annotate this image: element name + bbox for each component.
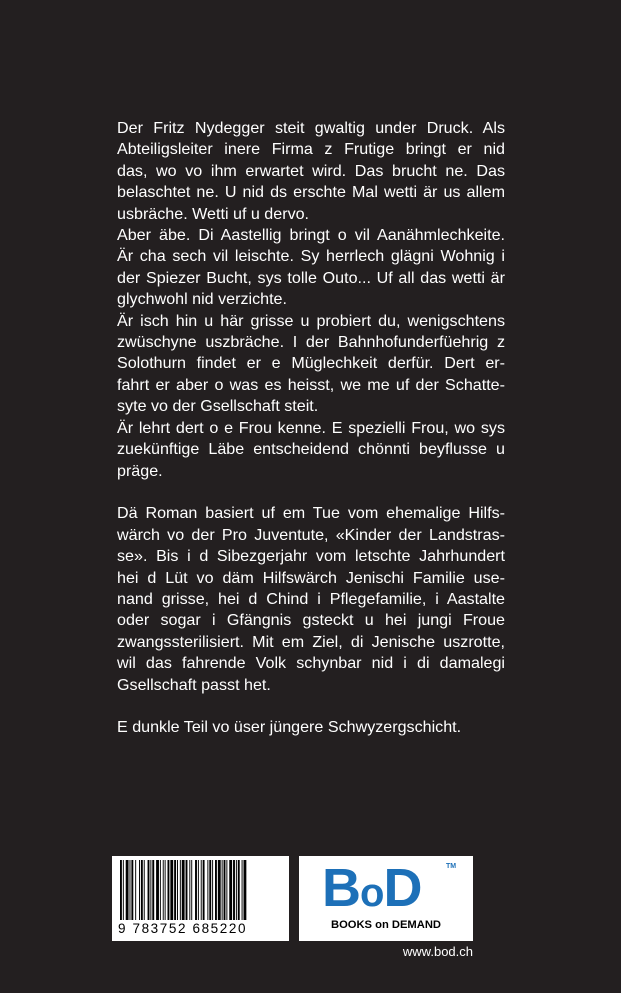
blurb-line: das, wo vo ihm erwartet wird. Das brucht ne. Das <box>117 161 505 180</box>
barcode-bar <box>156 860 159 920</box>
blurb-line: Der Fritz Nydegger steit gwaltig under Druck. Als <box>117 119 505 137</box>
blurb-line: oder sogar i Gfängnis gsteckt u hei jungi Froue <box>117 611 505 630</box>
blurb-line: usbräche. Wetti uf u dervo. <box>117 204 310 223</box>
publisher-url: www.bod.ch <box>402 944 473 959</box>
barcode-bar <box>222 860 223 920</box>
barcode-bar <box>182 860 185 920</box>
isbn-barcode <box>112 856 289 941</box>
blurb-line: fahrt er aber o was es heisst, we me uf der Schatte- <box>117 375 505 394</box>
blurb-line: präge. <box>117 461 163 480</box>
barcode-bar <box>152 860 154 920</box>
barcode-bar <box>174 860 176 920</box>
blurb-line: syte vo der Gsellschaft steit. <box>117 397 319 416</box>
publisher-tagline: BOOKS on DEMAND <box>330 919 441 931</box>
blurb-line: Dä Roman basiert uf em Tue vom ehemalige Hilfs- <box>117 504 505 523</box>
blurb-line: E dunkle Teil vo üser jüngere Schwyzergschicht. <box>117 718 462 737</box>
barcode-bar <box>242 860 243 920</box>
barcode-bar <box>191 860 192 920</box>
bod-logo-d: D <box>383 858 422 918</box>
barcode-bar <box>198 860 199 920</box>
barcode-bar <box>131 860 133 920</box>
barcode-bar <box>229 860 232 920</box>
blurb-line: nand grisse, hei d Chind i Pflegefamilie, i Aastalte <box>117 589 505 608</box>
blurb-line: zwüschyne uszbräche. I der Bahnhofunderfüehrig z <box>117 333 505 352</box>
barcode-bar <box>120 860 122 920</box>
blurb-line: Gsellschaft passt het. <box>117 675 271 694</box>
barcode-bar <box>141 860 143 920</box>
blurb-line: Är isch hin u här grisse u probiert du, wenigschtens <box>117 311 505 330</box>
blurb-line: Aber äbe. Di Aastellig bringt o vil Aanähmlechkeite. <box>117 226 505 245</box>
blurb-line: wil das fahrende Volk schynbar nid i di damalegi <box>117 654 505 673</box>
barcode-bar <box>186 860 188 920</box>
blurb-line: Abteiligsleiter inere Firma z Frutige bringt er nid <box>117 140 505 159</box>
blurb-line: zuekünftige Läbe entscheidend chönnti beyflusse u <box>117 440 505 459</box>
blurb-line: hei d Lüt vo däm Hilfswärch Jenischi Familie use- <box>117 568 505 587</box>
barcode-bar <box>215 860 217 920</box>
barcode-bar <box>218 860 221 920</box>
barcode-bar <box>207 860 208 920</box>
barcode-bar <box>209 860 211 920</box>
barcode-bar <box>139 860 140 920</box>
barcode-bar <box>244 860 247 920</box>
barcode-bar <box>236 860 237 920</box>
barcode-bar <box>233 860 235 920</box>
back-cover-blurb <box>117 118 505 739</box>
blurb-line: zwangssterilisiert. Mit em Ziel, di Jenische uszrotte, <box>117 632 505 651</box>
blurb-paragraph-1 <box>117 118 505 482</box>
barcode-bar <box>224 860 226 920</box>
barcode-bar <box>160 860 161 920</box>
barcode-bar <box>226 860 227 920</box>
barcode-bar <box>123 860 124 920</box>
barcode-bar <box>201 860 202 920</box>
barcode-bars <box>118 860 283 920</box>
barcode-bar <box>180 860 181 920</box>
barcode-bar <box>163 860 164 920</box>
blurb-line: wärch vo der Pro Juventute, «Kinder der Landstras- <box>117 525 505 544</box>
blurb-line: der Spiezer Bucht, sys tolle Outo... Uf all das wetti är <box>117 268 505 287</box>
barcode-bar <box>144 860 145 920</box>
blurb-line: belaschtet ne. U nid ds erschte Mal wetti är us allem <box>117 183 505 202</box>
barcode-bar <box>177 860 178 920</box>
blurb-paragraph-3 <box>117 717 505 738</box>
barcode-bar <box>135 860 136 920</box>
barcode-bar <box>189 860 190 920</box>
barcode-bar <box>130 860 131 920</box>
blurb-paragraph-2 <box>117 503 505 696</box>
barcode-bar <box>150 860 151 920</box>
barcode-bar <box>168 860 170 920</box>
bod-logo <box>322 858 450 918</box>
trademark-mark: TM <box>446 863 457 870</box>
blurb-line: glychwohl nid verzichte. <box>117 290 287 309</box>
barcode-bar <box>212 860 213 920</box>
barcode-bar <box>170 860 173 920</box>
barcode-bar <box>165 860 166 920</box>
blurb-line: Är lehrt dert o e Frou kenne. E spezielli Frou, wo sys <box>117 418 505 437</box>
bod-logo-o: o <box>360 871 384 915</box>
barcode-bar <box>148 860 150 920</box>
blurb-line: se». Bis i d Sibezgerjahr vom letschte Jahrhundert <box>117 547 505 566</box>
blurb-line: Solothurn findet er e Müglechkeit derfür. Dert er- <box>117 354 505 373</box>
blurb-line: Är cha sech vil leischte. Sy herrlech glägni Wohnig i <box>117 247 505 266</box>
isbn-number: 9 783752 685220 <box>118 921 248 936</box>
barcode-bar <box>238 860 240 920</box>
barcode-bar <box>203 860 205 920</box>
barcode-bar <box>195 860 197 920</box>
publisher-logo-box <box>299 856 473 941</box>
bod-logo-b: B <box>322 858 360 918</box>
barcode-bar <box>126 860 129 920</box>
